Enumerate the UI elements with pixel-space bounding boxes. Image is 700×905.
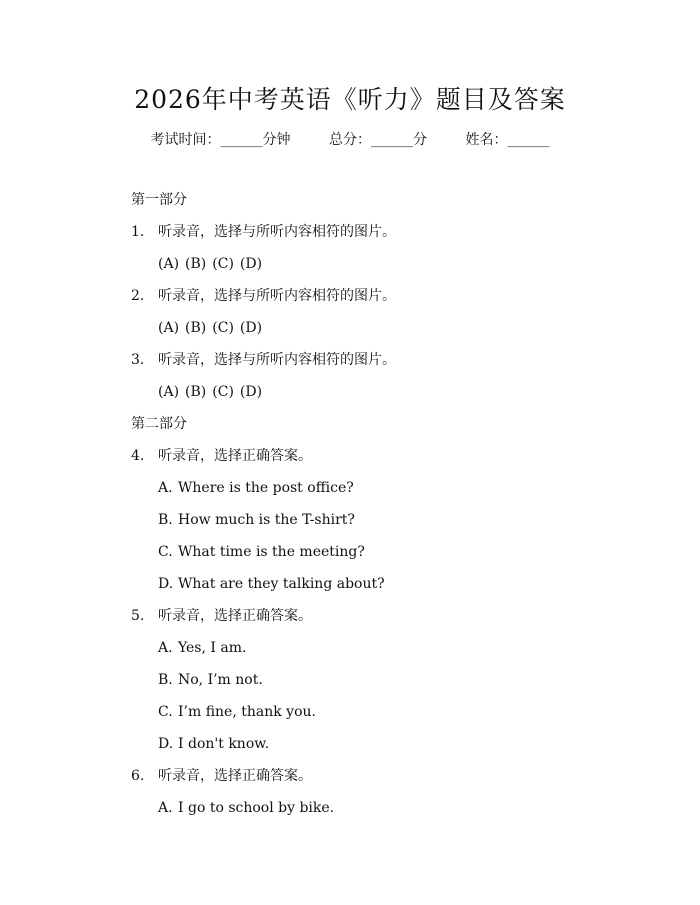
exam-content bbox=[131, 188, 651, 828]
exam-time-field: 考试时间：______分钟 bbox=[150, 132, 291, 148]
student-name-field: 姓名：______ bbox=[465, 132, 550, 148]
question-2 bbox=[131, 284, 651, 316]
answer-option bbox=[131, 636, 651, 668]
choice-a: (A) bbox=[158, 256, 180, 272]
answer-option bbox=[131, 540, 651, 572]
section-heading-part-2: 第二部分 bbox=[131, 416, 187, 432]
question-text: 听录音，选择与所听内容相符的图片。 bbox=[158, 352, 396, 368]
choice-a: (A) bbox=[158, 320, 180, 336]
choice-a: (A) bbox=[158, 384, 180, 400]
choice-b: (B) bbox=[185, 320, 207, 336]
total-score-field: 总分：______分 bbox=[329, 132, 427, 148]
option-letter: A. bbox=[158, 480, 173, 496]
question-number: 3. bbox=[131, 352, 145, 368]
option-text: Yes, I am. bbox=[178, 640, 247, 656]
answer-option bbox=[131, 572, 651, 604]
question-number: 1. bbox=[131, 224, 145, 240]
question-text: 听录音，选择与所听内容相符的图片。 bbox=[158, 224, 396, 240]
question-1-choices bbox=[131, 252, 651, 284]
question-3-choices bbox=[131, 380, 651, 412]
question-6 bbox=[131, 764, 651, 796]
exam-info-line bbox=[0, 129, 700, 151]
option-letter: C. bbox=[158, 544, 173, 560]
question-text: 听录音，选择正确答案。 bbox=[158, 768, 312, 784]
option-letter: D. bbox=[158, 736, 174, 752]
answer-option bbox=[131, 732, 651, 764]
answer-option bbox=[131, 700, 651, 732]
option-letter: D. bbox=[158, 576, 174, 592]
answer-option bbox=[131, 796, 651, 828]
option-text: What time is the meeting? bbox=[178, 544, 365, 560]
question-3 bbox=[131, 348, 651, 380]
choice-c: (C) bbox=[212, 384, 234, 400]
choice-b: (B) bbox=[185, 256, 207, 272]
option-letter: B. bbox=[158, 672, 173, 688]
question-number: 4. bbox=[131, 448, 145, 464]
question-1 bbox=[131, 220, 651, 252]
answer-option bbox=[131, 668, 651, 700]
option-letter: A. bbox=[158, 800, 173, 816]
question-text: 听录音，选择正确答案。 bbox=[158, 608, 312, 624]
option-text: How much is the T-shirt? bbox=[178, 512, 355, 528]
choice-c: (C) bbox=[212, 320, 234, 336]
question-4 bbox=[131, 444, 651, 476]
choice-d: (D) bbox=[239, 256, 263, 272]
question-number: 2. bbox=[131, 288, 145, 304]
option-letter: B. bbox=[158, 512, 173, 528]
option-text: No, I’m not. bbox=[178, 672, 263, 688]
option-text: Where is the post office? bbox=[178, 480, 354, 496]
option-letter: A. bbox=[158, 640, 173, 656]
question-2-choices bbox=[131, 316, 651, 348]
option-text: I go to school by bike. bbox=[178, 800, 335, 816]
choice-b: (B) bbox=[185, 384, 207, 400]
choice-c: (C) bbox=[212, 256, 234, 272]
answer-option bbox=[131, 476, 651, 508]
option-text: I’m fine, thank you. bbox=[178, 704, 316, 720]
section-heading-part-1: 第一部分 bbox=[131, 192, 187, 208]
question-number: 6. bbox=[131, 768, 145, 784]
question-5 bbox=[131, 604, 651, 636]
answer-option bbox=[131, 508, 651, 540]
option-text: I don't know. bbox=[178, 736, 270, 752]
option-letter: C. bbox=[158, 704, 173, 720]
option-text: What are they talking about? bbox=[178, 576, 385, 592]
question-text: 听录音，选择与所听内容相符的图片。 bbox=[158, 288, 396, 304]
page-title: 2026年中考英语《听力》题目及答案 bbox=[134, 85, 566, 114]
question-text: 听录音，选择正确答案。 bbox=[158, 448, 312, 464]
question-number: 5. bbox=[131, 608, 145, 624]
choice-d: (D) bbox=[239, 384, 263, 400]
choice-d: (D) bbox=[239, 320, 263, 336]
